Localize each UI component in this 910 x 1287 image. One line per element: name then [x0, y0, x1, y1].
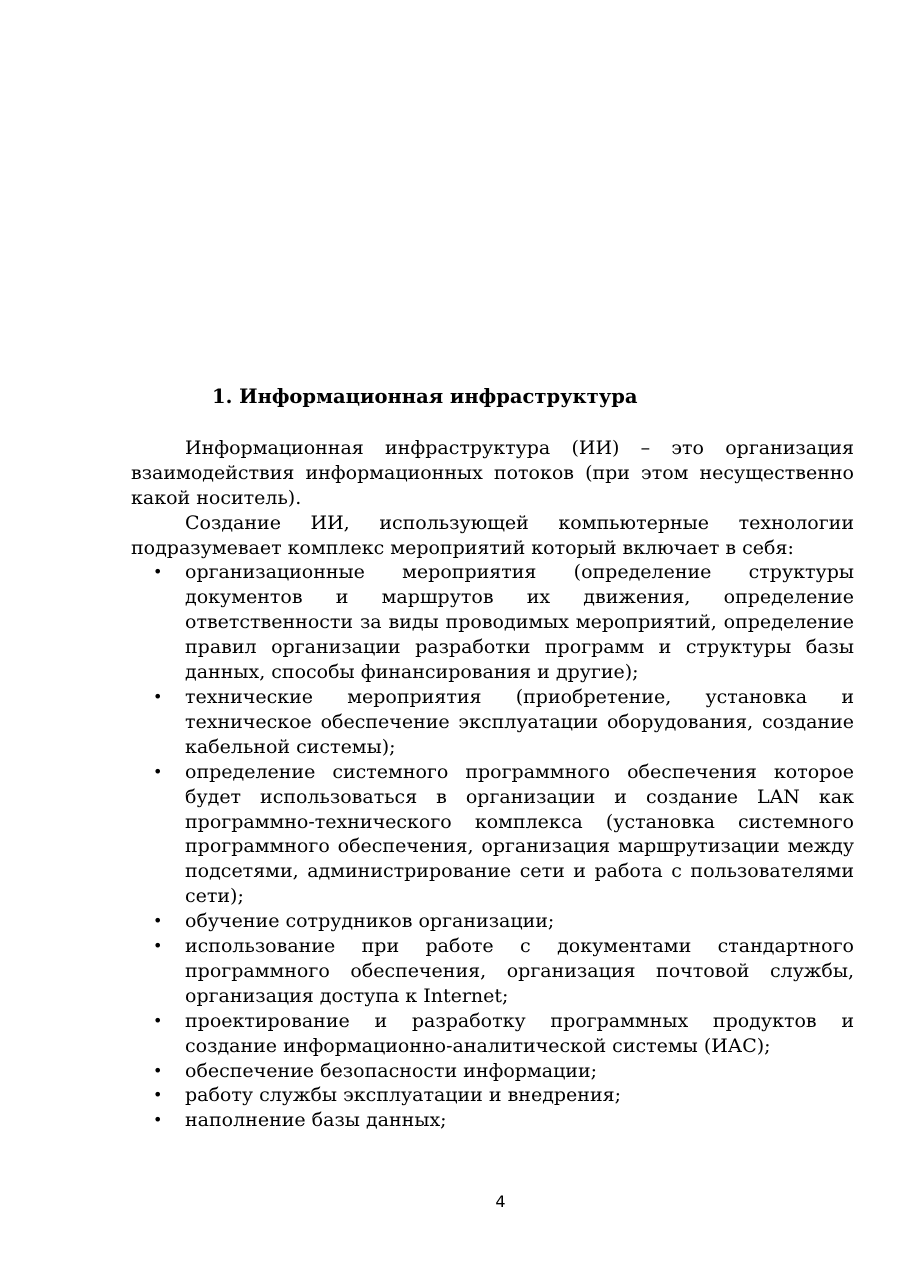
bullet-icon: • [153, 1010, 163, 1030]
list-item [131, 1059, 854, 1084]
measures-list [131, 560, 854, 1133]
list-item-text: наполнение базы данных; [185, 1109, 447, 1132]
list-item [131, 934, 854, 1009]
paragraph-definition: Информационная инфраструктура (ИИ) – это организация взаимодействия информационных потоков (при этом несущественно какой носитель). [131, 436, 854, 509]
bullet-icon: • [153, 1060, 163, 1080]
list-item [131, 560, 854, 685]
list-item [131, 685, 854, 760]
list-item [131, 1083, 854, 1108]
list-item [131, 1009, 854, 1059]
list-item-text: технические мероприятия (приобретение, установка и техническое обеспечение эксплуатации оборудования, создание кабельной системы); [185, 685, 854, 758]
bullet-icon: • [153, 562, 163, 582]
list-item-text: проектирование и разработку программных продуктов и создание информационно-аналитической системы (ИАС); [185, 1009, 854, 1057]
bullet-icon: • [153, 1110, 163, 1130]
list-item-text: обучение сотрудников организации; [185, 910, 555, 933]
bullet-icon: • [153, 911, 163, 931]
list-item-text: определение системного программного обеспечения которое будет использоваться в организации и создание LAN как программно-технического комплекса (установка системного программного обеспечения, организация маршрутизации между подсетями, администрирование сети и работа с пользователями сети); [185, 760, 854, 908]
bullet-icon: • [153, 1085, 163, 1105]
bullet-icon: • [153, 686, 163, 706]
list-item [131, 1108, 854, 1133]
bullet-icon: • [153, 936, 163, 956]
bullet-icon: • [153, 761, 163, 781]
list-item-text: использование при работе с документами стандартного программного обеспечения, организация почтовой службы, организация доступа к Internet; [185, 935, 854, 1007]
section-heading: 1. Информационная инфраструктура [212, 385, 638, 408]
page-content [131, 385, 854, 1133]
page-number: 4 [495, 1192, 506, 1211]
list-item [131, 760, 854, 909]
list-item-text: обеспечение безопасности информации; [185, 1059, 598, 1082]
list-item-text: работу службы эксплуатации и внедрения; [185, 1084, 622, 1107]
list-item [131, 909, 854, 934]
list-item-text: организационные мероприятия (определение структуры документов и маршрутов их движения, определение ответственности за виды проводимых мероприятий, определение правил организации разработки программ и структуры базы данных, способы финансирования и другие); [185, 561, 854, 684]
paragraph-intro: Создание ИИ, использующей компьютерные технологии подразумевает комплекс мероприятий который включает в себя: [131, 511, 854, 559]
